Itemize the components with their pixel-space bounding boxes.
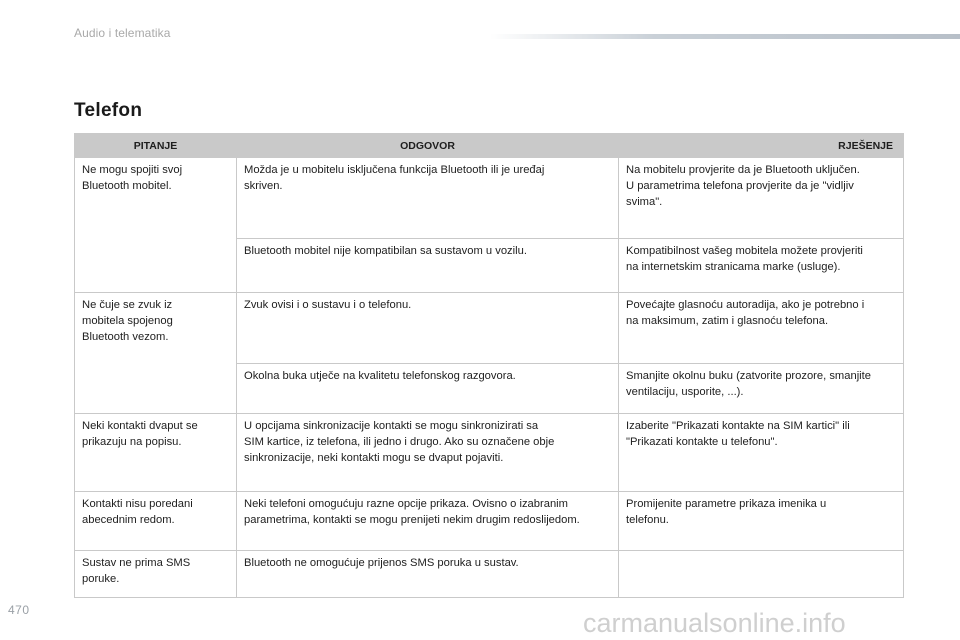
answer-cell: Zvuk ovisi i o sustavu i o telefonu.	[237, 293, 619, 364]
column-header-question: PITANJE	[75, 134, 237, 158]
section-label: Audio i telematika	[74, 26, 171, 40]
table-body	[75, 158, 904, 598]
answer-cell: Bluetooth mobitel nije kompatibilan sa sustavom u vozilu.	[237, 239, 619, 293]
column-header-answer: ODGOVOR	[237, 134, 619, 158]
column-header-solution: RJEŠENJE	[619, 134, 904, 158]
answer-cell: Neki telefoni omogućuju razne opcije prikaza. Ovisno o izabranim parametrima, kontakti se mogu prenijeti nekim drugim redoslijedom.	[237, 492, 619, 551]
question-cell: Neki kontakti dvaput se prikazuju na popisu.	[75, 414, 237, 492]
question-cell: Ne mogu spojiti svoj Bluetooth mobitel.	[75, 158, 237, 293]
question-cell: Sustav ne prima SMS poruke.	[75, 551, 237, 598]
solution-cell: Na mobitelu provjerite da je Bluetooth uključen. U parametrima telefona provjerite da je "vidljiv svima".	[619, 158, 904, 239]
solution-cell: Izaberite "Prikazati kontakte na SIM kartici" ili "Prikazati kontakte u telefonu".	[619, 414, 904, 492]
table-row	[75, 158, 904, 239]
table-row	[75, 414, 904, 492]
watermark: carmanualsonline.info	[583, 608, 846, 638]
page-number: 470	[8, 603, 30, 617]
solution-cell: Povećajte glasnoću autoradija, ako je potrebno i na maksimum, zatim i glasnoću telefona.	[619, 293, 904, 364]
solution-cell: Promijenite parametre prikaza imenika u telefonu.	[619, 492, 904, 551]
answer-cell: U opcijama sinkronizacije kontakti se mogu sinkronizirati sa SIM kartice, iz telefona, ili jedno i drugo. Ako su označene obje sinkronizacije, neki kontakti mogu se dvaput pojaviti.	[237, 414, 619, 492]
answer-cell: Okolna buka utječe na kvalitetu telefonskog razgovora.	[237, 364, 619, 414]
answer-cell: Možda je u mobitelu isključena funkcija Bluetooth ili je uređaj skriven.	[237, 158, 619, 239]
page-title: Telefon	[74, 100, 143, 121]
solution-cell	[619, 551, 904, 598]
question-cell: Ne čuje se zvuk iz mobitela spojenog Bluetooth vezom.	[75, 293, 237, 414]
table-row	[75, 492, 904, 551]
solution-cell: Smanjite okolnu buku (zatvorite prozore, smanjite ventilaciju, usporite, ...).	[619, 364, 904, 414]
troubleshooting-table	[74, 133, 904, 598]
table-row	[75, 551, 904, 598]
solution-cell: Kompatibilnost vašeg mobitela možete provjeriti na internetskim stranicama marke (usluge).	[619, 239, 904, 293]
answer-cell: Bluetooth ne omogućuje prijenos SMS poruka u sustav.	[237, 551, 619, 598]
question-cell: Kontakti nisu poredani abecednim redom.	[75, 492, 237, 551]
table-header-row	[75, 134, 904, 158]
header-divider	[490, 34, 960, 39]
table-row	[75, 293, 904, 364]
